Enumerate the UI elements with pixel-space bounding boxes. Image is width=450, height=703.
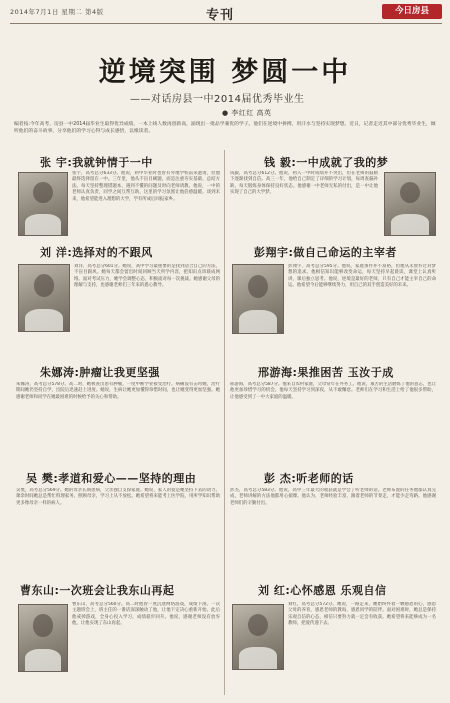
article-headline: 曹东山:一次班会让我东山再起 [20,584,175,597]
article-zhu-natao [12,362,222,466]
article-body: 彭翔宇，高考总分595分。他说，家庭条件并不富裕，但他从未放弃过对梦想的追求。他相信知识能够改变命运，每天坚持早起晨读，课堂上认真听讲，课后独立思考。他说，逆境是最好的老师，只有自己才能主宰自己的命运。他希望今后能够继续努力，用自己的双手创造美好的未来。 [288,264,436,289]
section-title: 专刊 [206,8,235,23]
issue-date: 2014年7月1日 星期二 第4版 [10,8,104,16]
article-headline: 朱娜涛:肿瘤让我更坚强 [40,366,160,379]
student-photo [384,172,436,236]
column-divider [224,150,225,695]
article-body: 朱娜涛，高考总分578分。高二时，她被查出患有肿瘤，一度中断学业接受治疗。病痛没有击垮她，治疗期间她仍坚持自学，出院后迅速赶上进度。她说，生病让她更加懂得珍惜时间，也让她变得更加坚强。她感谢老师和同学在她最困难的时候给予的关心和帮助。 [16,382,220,400]
article-xing-youhai [228,362,440,466]
article-liu-yang [12,242,222,360]
student-photo [18,172,68,236]
article-body: 刘洋，高考总分601分。她说，高中学习最重要的是找到适合自己的方法，不盲目跟风。她每天都会留出时间回顾当天所学内容，把知识点串联成网络。面对考试压力，她学会调整心态，积极面对每一次挑战。她感谢父母的理解与支持，也感谢老师们三年来的悉心教导。 [74,264,220,289]
article-headline: 邢游海:果推困苦 玉汝于成 [258,366,394,379]
article-headline: 彭 杰:听老师的话 [264,472,354,485]
student-photo [232,264,284,334]
reporter-byline: ● 李红红 高英 [222,109,272,117]
page-header [10,3,442,24]
page-subtitle: ——对话房县一中2014届优秀毕业生 [130,94,305,105]
page-title: 逆境突围 梦圆一中 [98,57,352,88]
article-cao-dongshan [12,580,222,698]
article-body: 张宇，高考总分633分。他说，初中毕业时也曾有外地学校前来邀请，但他最终选择留在一中。三年里，他从不盲目刷题，而是注重夯实基础、总结方法。每天坚持整理错题本，遇到不懂的问题及时向老师请教。他说，一中的老师认真负责，同学之间互帮互助，这里的学习氛围让他倍感温暖。谈到未来，他希望能进入理想的大学，学有所成后回报家乡。 [72,171,220,202]
student-photo [232,604,284,670]
article-headline: 彭翔宇:做自己命运的主宰者 [254,246,397,259]
editor-intro: 编者按:今年高考，房县一中2014届毕业生取得优异成绩，一本上线人数再创新高，涌现出一批品学兼优的学子。他们在逆境中拼搏，用汗水与坚持实现梦想。近日，记者走近其中部分优秀毕业生，倾听他们的奋斗故事，分享他们的学习心得与成长感悟，以飨读者。 [14,122,436,134]
article-qian-yi [228,152,440,240]
article-peng-jie [228,468,440,578]
article-body: 吴樊，高考总分569分。她的母亲长期患病，父亲独自支撑家庭。她说，家人的爱是她坚持下去的动力。课余时间她总是帮忙料理家务、照顾母亲，学习上从不放松。她希望将来能考上医学院，用所学知识帮助更多像母亲一样的病人。 [16,488,220,506]
article-liu-hong [228,580,440,698]
student-photo [18,264,70,332]
newspaper-logo: 今日房县 [382,4,442,19]
article-body: 钱毅，高考总分612分。他说，初入一中时成绩并不突出，但在老师的鼓励下逐渐找到自信。高三一年，他给自己制定了详细的学习计划，每周查漏补缺，每天锻炼身体保持良好状态。他感谢一中老师无私的付出，是一中让他实现了自己的大学梦。 [230,171,378,196]
article-body: 彭杰，高考总分583分。他说，高中三年最大的收获就是学会了听老师的话。老师布置的任务他都认真完成，老师讲解的方法他都用心揣摩。他认为，老师经验丰富，跟着老师的节奏走，才能少走弯路。他感谢老师们的辛勤付出。 [230,488,436,506]
article-body: 邢游海，高考总分587分。他来自农村家庭，父母常年在外务工。他说，艰苦的生活磨炼了他的意志，也让他更加珍惜学习的机会。他每天坚持学习到深夜，从不敢懈怠。老师们在学习和生活上给了他很多帮助，让他感受到了一中大家庭的温暖。 [230,382,436,400]
article-headline: 张 宇:我就钟情于一中 [40,156,153,169]
article-zhang-yu [12,152,222,240]
article-headline: 吴 樊:孝道和爱心——坚持的理由 [26,472,197,485]
article-body: 刘红，高考总分572分。她说，一路走来，她始终怀着一颗感恩的心，感恩父母的养育，感恩老师的教诲，感恩同学的陪伴。面对困难时，她总是保持乐观自信的心态，相信只要努力就一定会有收获。她希望将来能够成为一名教师，把爱传递下去。 [288,602,436,627]
article-headline: 钱 毅:一中成就了我的梦 [264,156,389,169]
article-headline: 刘 红:心怀感恩 乐观自信 [258,584,387,597]
article-wu-fan [12,468,222,578]
article-headline: 刘 洋:选择对的不跟风 [40,246,153,259]
article-body: 曹东山，高考总分560分。高二时他曾一度沉迷网络游戏，成绩下滑。一次主题班会上，班主任的一番话深深触动了他，让他下定决心重新开始。此后他戒掉游戏，全身心投入学习，成绩稳步回升。他说，感谢老师没有放弃他，让他实现了东山再起。 [72,602,220,627]
student-photo [18,604,68,672]
article-peng-xiangyu [228,242,440,360]
